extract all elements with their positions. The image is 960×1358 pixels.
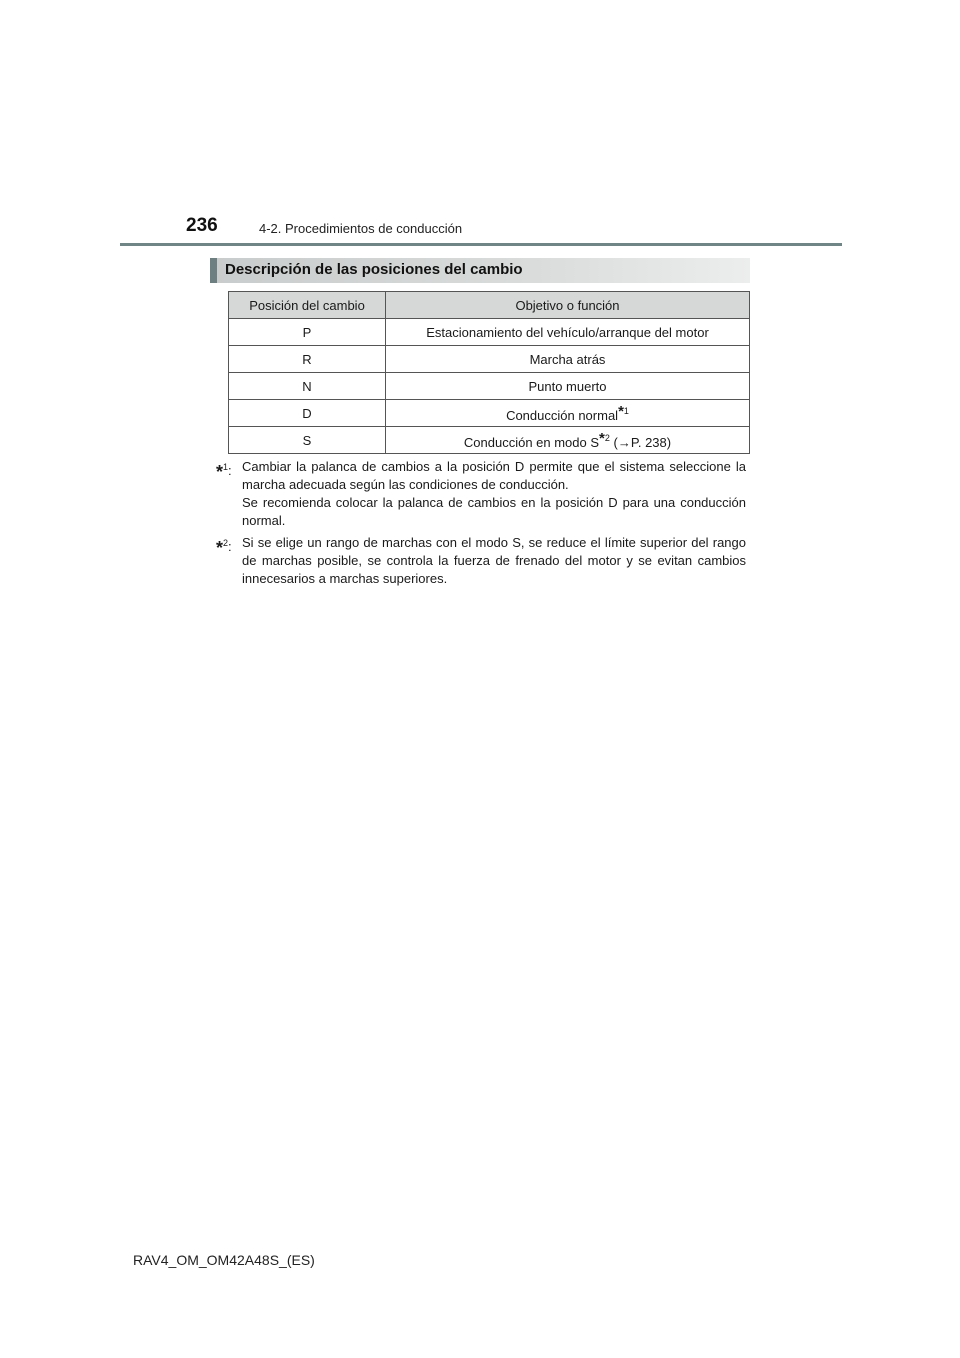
shift-function-cell xyxy=(386,346,750,373)
header-divider xyxy=(120,243,842,246)
footnote-reference-number: 2 xyxy=(604,433,610,443)
footnote-reference: *1 xyxy=(618,403,629,420)
section-header: 4-2. Procedimientos de conducción xyxy=(259,221,463,236)
table-row xyxy=(229,319,750,346)
function-text: Punto muerto xyxy=(528,378,607,394)
footnote-body xyxy=(242,534,746,588)
table-header-row xyxy=(229,292,750,319)
footnote-body xyxy=(242,458,746,530)
footnote-reference-number: 1 xyxy=(623,406,629,416)
table-row xyxy=(229,427,750,454)
shift-function-cell xyxy=(386,427,750,454)
footnote-paragraph: Cambiar la palanca de cambios a la posición D permite que el sistema seleccione la marcha adecuada según las condiciones de conducción. xyxy=(242,459,746,492)
footnote-paragraph: Se recomienda colocar la palanca de cambios en la posición D para una conducción normal. xyxy=(242,495,746,528)
section-title-bar xyxy=(210,258,750,283)
footnote-number: 2 xyxy=(223,538,229,548)
page-number: 236 xyxy=(186,215,218,236)
footnote-number: 1 xyxy=(223,462,229,472)
shift-position-cell: R xyxy=(229,346,386,373)
shift-position-cell: P xyxy=(229,319,386,346)
footnote-paragraph: Si se elige un rango de marchas con el modo S, se reduce el límite superior del rango de marchas posible, se controla la fuerza de frenado del motor y se evitan cambios innecesarios a marchas superiores. xyxy=(242,535,746,586)
table-row xyxy=(229,346,750,373)
footnote-marker: *$^2$: xyxy=(216,538,232,558)
function-text: Estacionamiento del vehículo/arranque del motor xyxy=(426,324,709,340)
document-code: RAV4_OM_OM42A48S_(ES) xyxy=(133,1252,315,1268)
shift-function-cell xyxy=(386,400,750,427)
shift-position-cell: D xyxy=(229,400,386,427)
footnote-marker: *$^1$: xyxy=(216,462,232,482)
shift-positions-table xyxy=(228,291,750,454)
footnote-2 xyxy=(216,534,746,588)
table-row xyxy=(229,400,750,427)
function-text: Conducción en modo S xyxy=(463,435,600,450)
footnotes xyxy=(216,458,746,592)
function-text: Marcha atrás xyxy=(529,351,606,367)
shift-function-cell xyxy=(386,319,750,346)
table-header-function: Objetivo o función xyxy=(386,292,750,319)
page-reference: (→P. 238) xyxy=(609,435,672,450)
table-header-position: Posición del cambio xyxy=(229,292,386,319)
shift-position-cell: N xyxy=(229,373,386,400)
function-text: Conducción normal xyxy=(506,408,619,423)
footnote-reference: *2 xyxy=(599,430,610,447)
shift-function-cell xyxy=(386,373,750,400)
section-title-accent xyxy=(210,258,217,283)
table-row xyxy=(229,373,750,400)
section-title: Descripción de las posiciones del cambio xyxy=(225,261,523,278)
footnote-1 xyxy=(216,458,746,530)
shift-position-cell: S xyxy=(229,427,386,454)
